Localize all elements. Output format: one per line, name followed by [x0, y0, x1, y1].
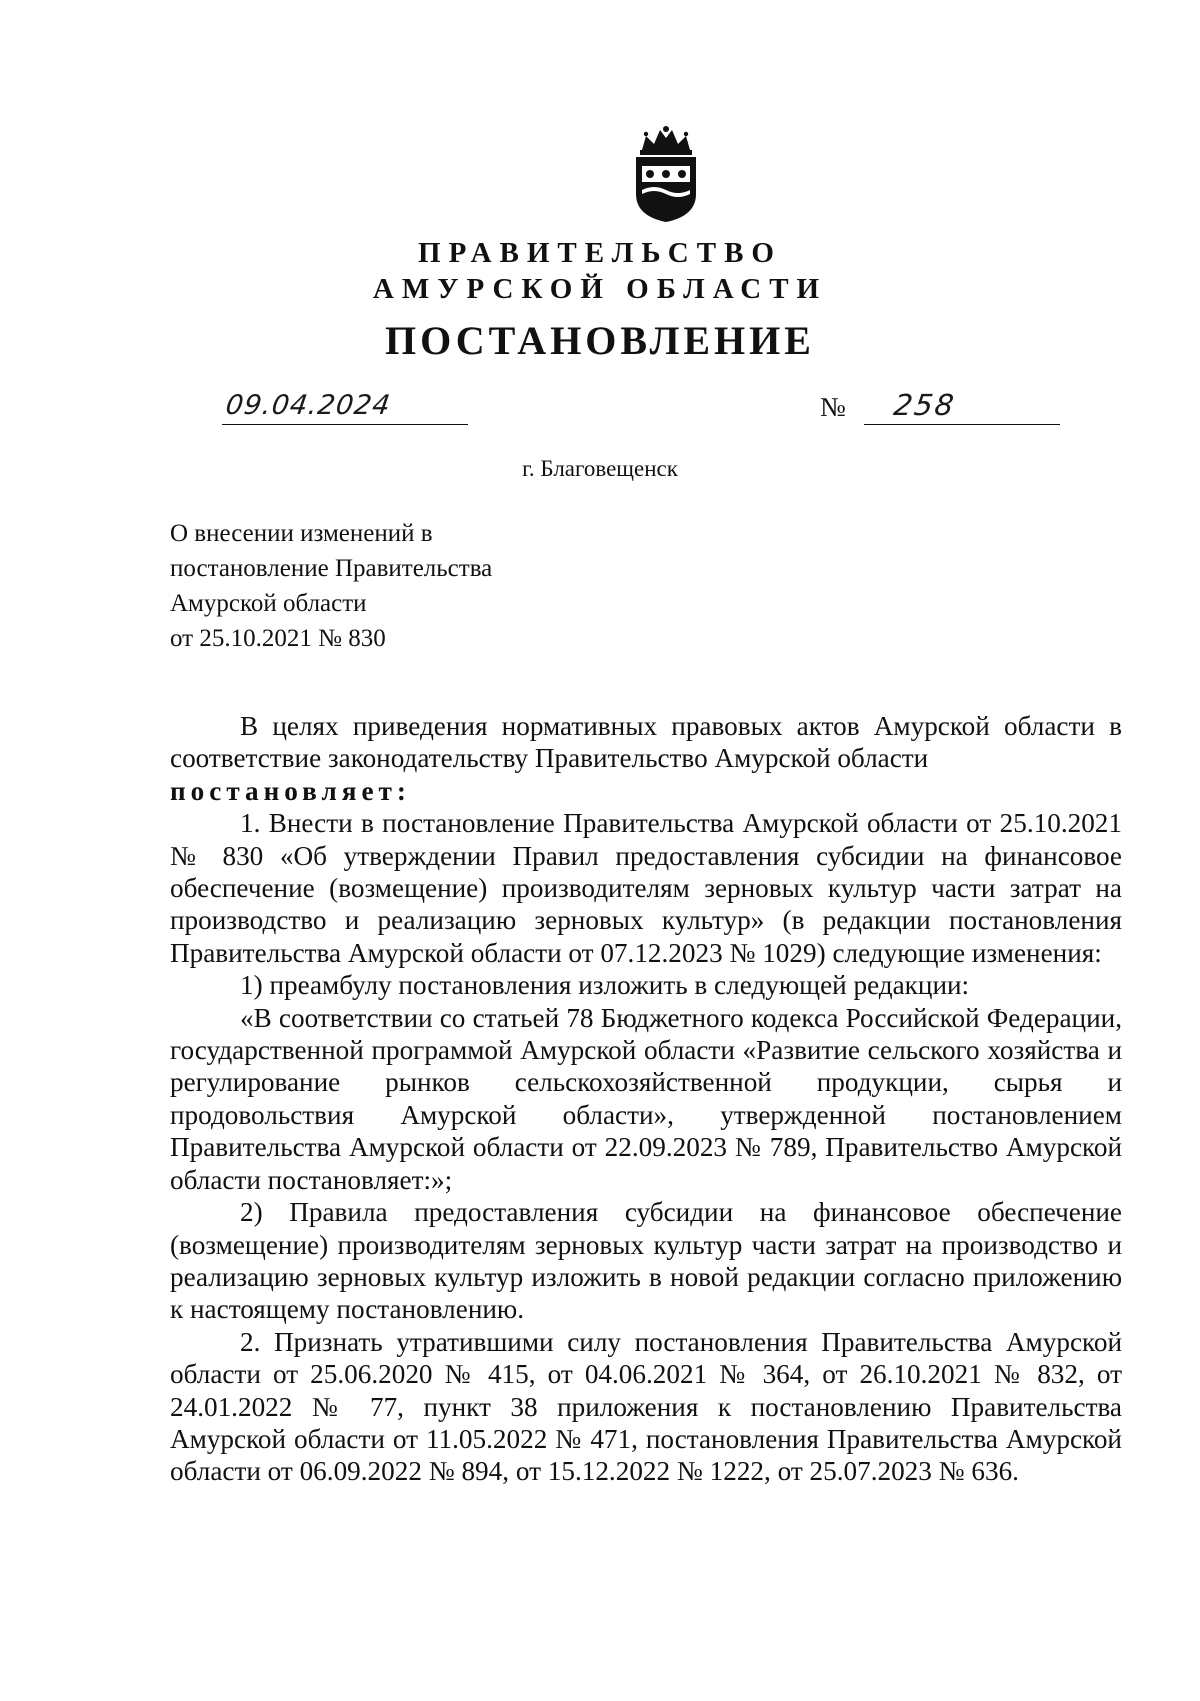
- item-2-paragraph: 2. Признать утратившими силу постановления Правительства Амурской области от 25.06.2020 № 415, от 04.06.2021 № 364, от 26.10.2021 № 832, от 24.01.2022 № 77, пункт 38 приложения к постановлению Правительства Амурской области от 11.05.2022 № 471, постановления Правительства Амурской области от 06.09.2022 № 894, от 15.12.2022 № 1222, от 25.07.2023 № 636.: [170, 1326, 1122, 1487]
- item-1-paragraph: 1. Внести в постановление Правительства Амурской области от 25.10.2021 № 830 «Об утверждении Правил предоставления субсидии на финансовое обеспечение (возмещение) производителям зерновых культур части затрат на производство и реализацию зерновых культур» (в редакции постановления Правительства Амурской области от 07.12.2023 № 1029) следующие изменения:: [170, 808, 1122, 968]
- document-type-heading: ПОСТАНОВЛЕНИЕ: [385, 318, 815, 363]
- subject-line: О внесении изменений в: [170, 520, 433, 547]
- subject-line: от 25.10.2021 № 830: [170, 625, 386, 652]
- number-sign: №: [820, 392, 846, 422]
- resolves-line: [170, 775, 1122, 807]
- handwritten-number: 258: [891, 388, 958, 422]
- item-1-1-paragraph: 1) преамбулу постановления изложить в следующей редакции:: [240, 970, 970, 1001]
- subject-line: постановление Правительства: [170, 555, 493, 582]
- item-1-1-quote-paragraph: «В соответствии со статьей 78 Бюджетного кодекса Российской Федерации, государственной программой Амурской области «Развитие сельского хозяйства и регулирование рынков сельскохозяйственной продукции, сырья и продовольствия Амурской области», утвержденной постановлением Правительства Амурской области от 22.09.2023 № 789, Правительство Амурской области постановляет:»;: [170, 1002, 1122, 1195]
- amur-oblast-coat-of-arms-icon: [628, 124, 704, 224]
- document-body: [170, 710, 1122, 1488]
- government-title-line1: ПРАВИТЕЛЬСТВО: [418, 237, 782, 269]
- subject-line: Амурской области: [170, 590, 367, 617]
- date-field: [222, 388, 468, 425]
- handwritten-date: 09.04.2024: [223, 390, 393, 421]
- city-line: г. Благовещенск: [522, 456, 678, 481]
- number-field: [864, 388, 1060, 425]
- preamble-paragraph: В целях приведения нормативных правовых актов Амурской области в соответствие законодательству Правительство Амурской области: [170, 711, 1122, 774]
- government-title-line2: АМУРСКОЙ ОБЛАСТИ: [372, 273, 828, 305]
- resolves-word: постановляет:: [170, 775, 411, 806]
- subject-block: [170, 516, 492, 656]
- item-1-2-paragraph: 2) Правила предоставления субсидии на финансовое обеспечение (возмещение) производителям зерновых культур части затрат на производство и реализацию зерновых культур изложить в новой редакции согласно приложению к настоящему постановлению.: [170, 1197, 1122, 1325]
